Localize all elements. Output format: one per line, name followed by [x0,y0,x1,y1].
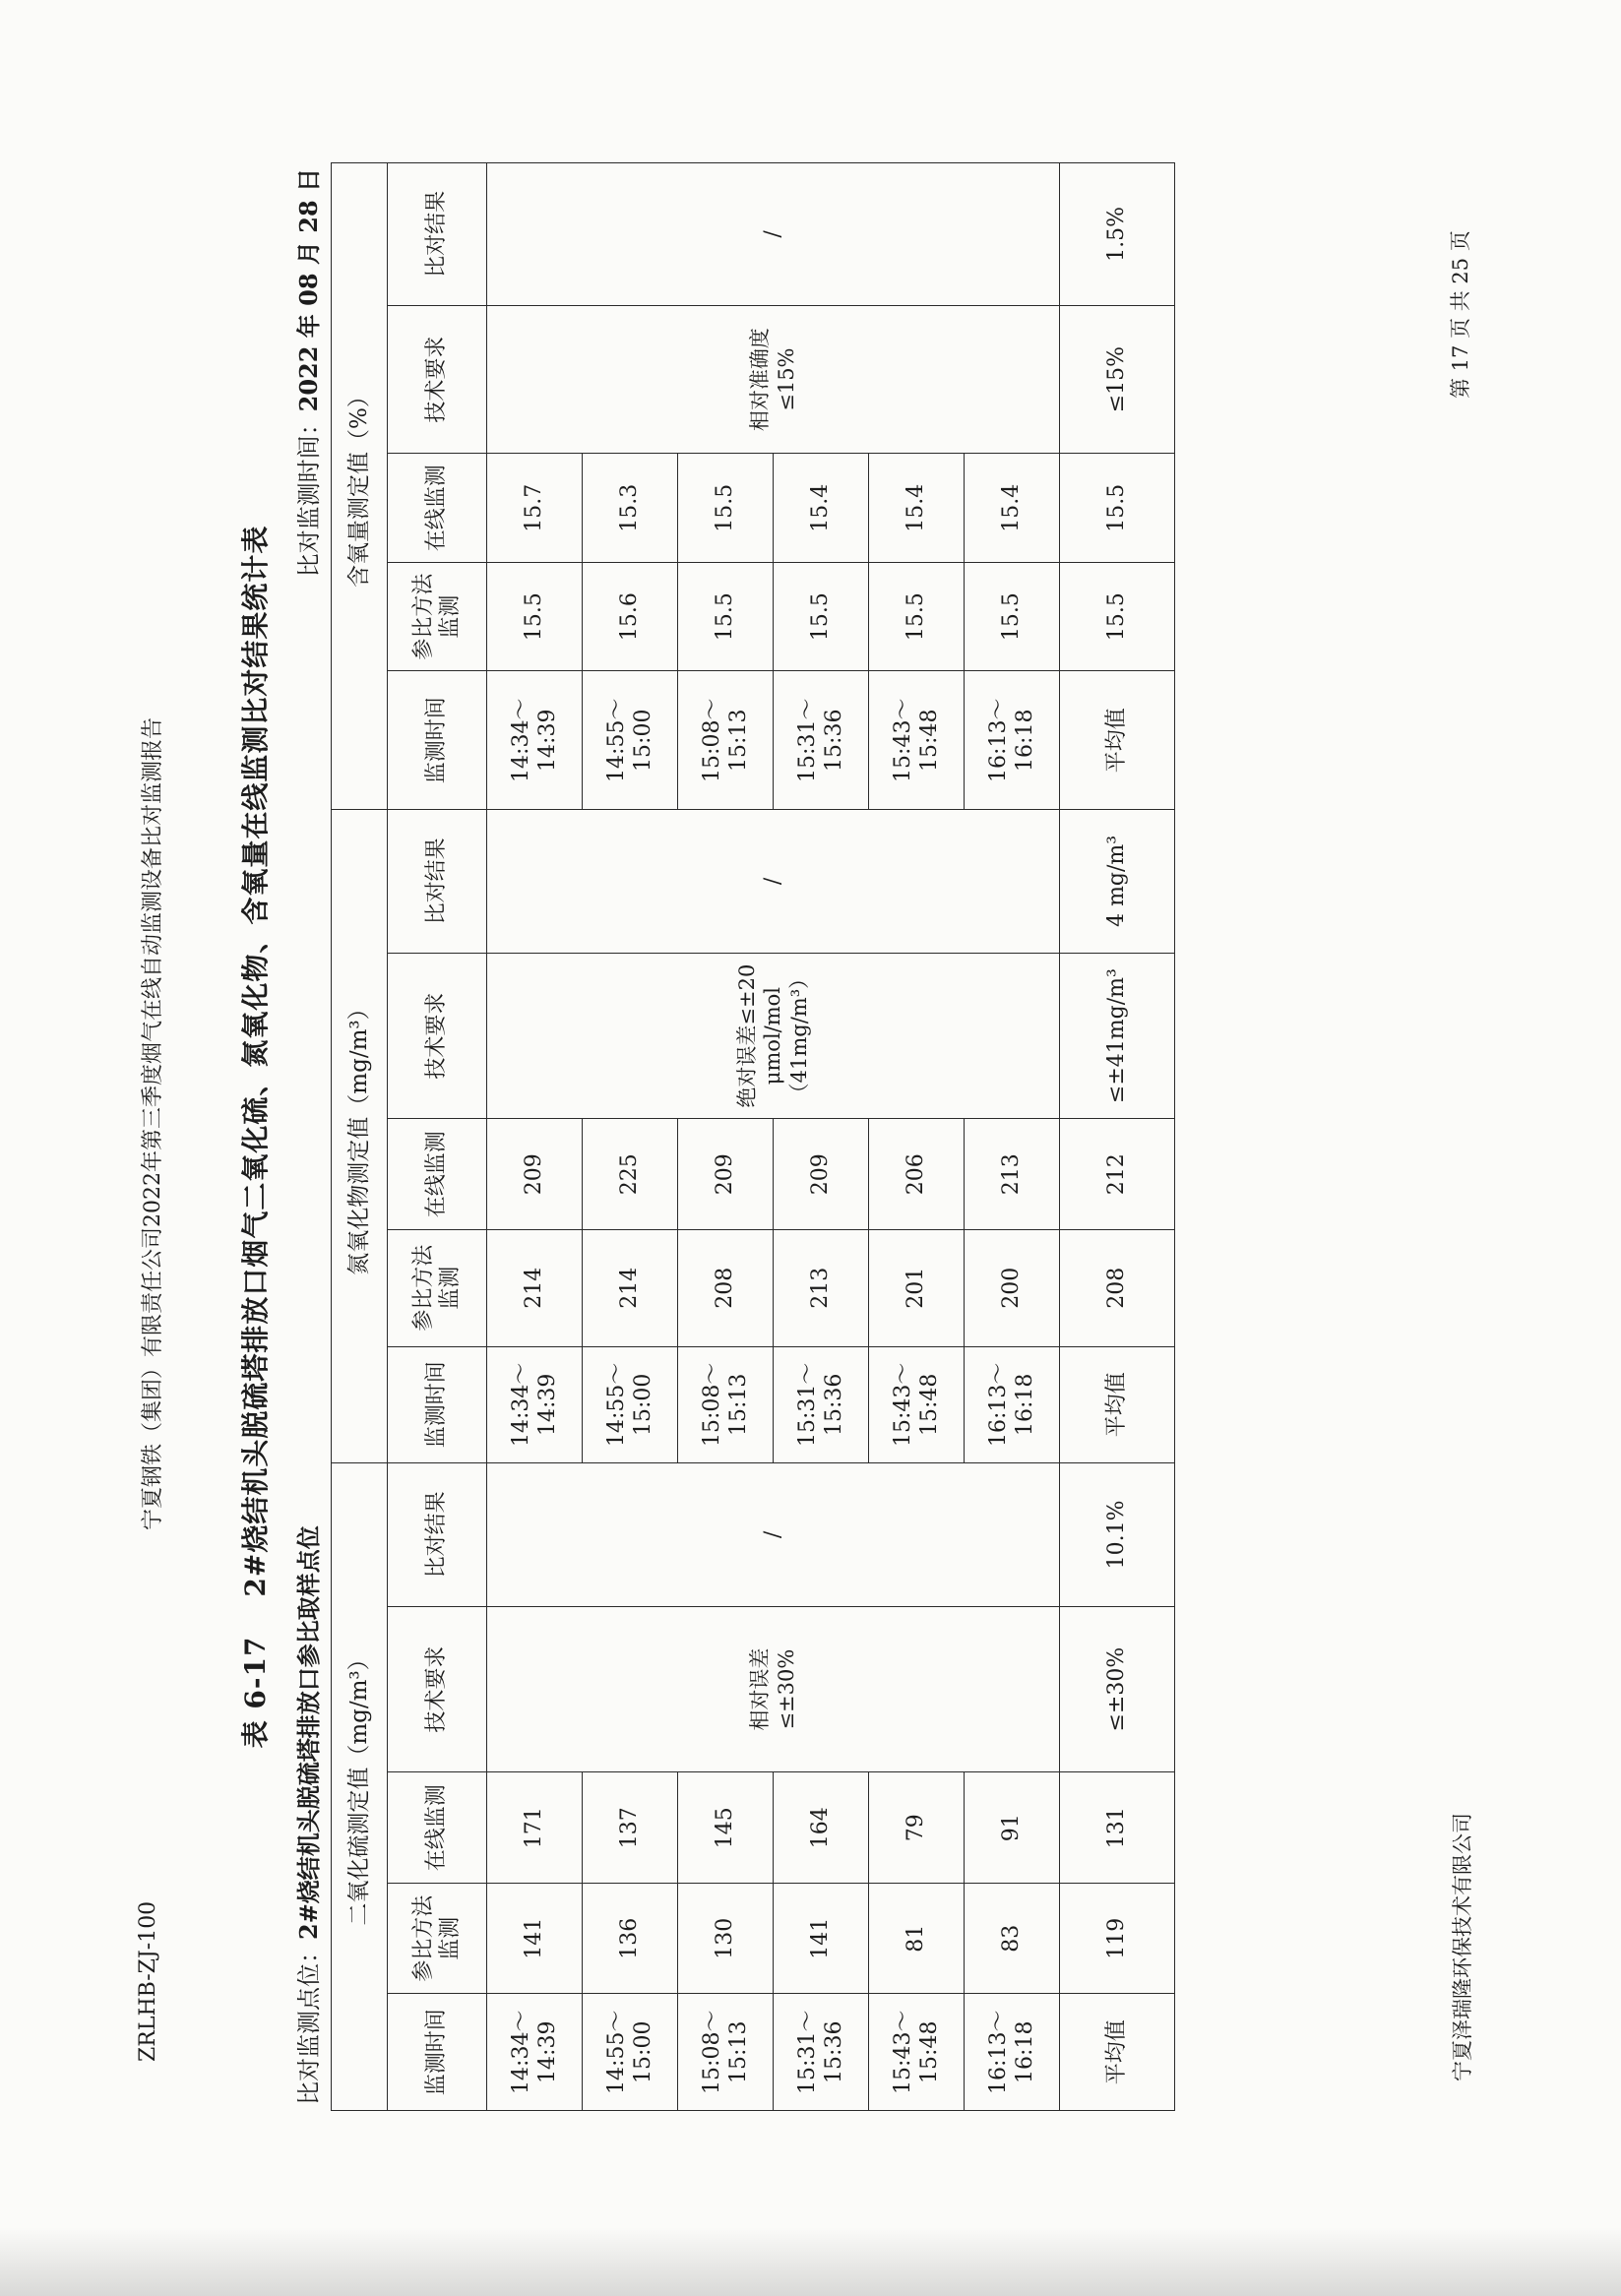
nox-avg-online: 212 [1060,1119,1175,1230]
so2-ref-cell: 83 [965,1883,1060,1994]
so2-online-cell: 171 [487,1772,583,1884]
so2-ref-cell: 130 [678,1883,774,1994]
group-header-row [332,163,388,2111]
so2-time-cell: 14:55～15:00 [583,1994,678,2111]
nox-ref-cell: 213 [774,1230,869,1347]
nox-time-cell: 15:43～15:48 [869,1346,965,1463]
table-title-text: 2#烧结机头脱硫塔排放口烟气二氧化硫、氮氧化物、含氧量在线监测比对结果统计表 [239,525,272,1597]
o2-avg-req: ≤15% [1060,305,1175,454]
nox-time-cell: 14:34～14:39 [487,1346,583,1463]
nox-online-cell: 213 [965,1119,1060,1230]
o2-ref-cell: 15.5 [965,562,1060,670]
nox-result-cell: / [487,810,1060,954]
o2-ref-cell: 15.5 [774,562,869,670]
nox-avg-label: 平均值 [1060,1346,1175,1463]
page-number: 第 17 页 共 25 页 [1449,230,1472,399]
page-header: 宁夏钢铁（集团）有限责任公司2022年第三季度烟气在线自动监测设备比对监测报告 [141,717,165,1530]
header-nox-time: 监测时间 [388,1346,487,1463]
o2-online-cell: 15.4 [774,454,869,562]
scan-edge-shadow [0,2227,1621,2296]
so2-time-cell: 15:43～15:48 [869,1994,965,2111]
so2-ref-cell: 81 [869,1883,965,1994]
header-o2-online: 在线监测 [388,454,487,562]
table-number: 表 6-17 [239,1636,272,1749]
o2-avg-label: 平均值 [1060,671,1175,810]
nox-online-cell: 209 [774,1119,869,1230]
nox-online-cell: 209 [487,1119,583,1230]
average-row [1060,163,1175,2111]
comparison-table [331,162,1175,2111]
monitoring-time-value: 2022 年 08 月 28 日 [293,168,323,412]
nox-avg-result: 4 mg/m³ [1060,810,1175,954]
so2-time-cell: 16:13～16:18 [965,1994,1060,2111]
so2-avg-req: ≤±30% [1060,1606,1175,1772]
header-nox-result: 比对结果 [388,810,487,954]
o2-ref-cell: 15.5 [678,562,774,670]
company-footer: 宁夏泽瑞隆环保技术有限公司 [1451,1813,1474,2081]
table-row [869,163,965,2111]
group-header-nox: 氮氧化物测定值（mg/m³） [332,810,388,1463]
monitoring-point [289,1525,324,2105]
monitoring-time [289,168,324,577]
rotated-table-block [226,162,1260,2111]
table-row [678,163,774,2111]
o2-time-cell: 15:43～15:48 [869,671,965,810]
header-nox-online: 在线监测 [388,1119,487,1230]
nox-ref-cell: 214 [583,1230,678,1347]
table-row [487,163,583,2111]
table-row [965,163,1060,2111]
so2-time-cell: 15:31～15:36 [774,1994,869,2111]
so2-avg-result: 10.1% [1060,1463,1175,1607]
monitoring-point-value: 2#烧结机头脱硫塔排放口参比取样点位 [293,1525,323,1940]
so2-time-cell: 14:34～14:39 [487,1994,583,2111]
document-code: ZRLHB-ZJ-100 [136,1900,160,2062]
so2-avg-online: 131 [1060,1772,1175,1884]
header-so2-result: 比对结果 [388,1463,487,1607]
nox-online-cell: 225 [583,1119,678,1230]
o2-ref-cell: 15.6 [583,562,678,670]
o2-avg-ref: 15.5 [1060,562,1175,670]
so2-online-cell: 91 [965,1772,1060,1884]
nox-ref-cell: 214 [487,1230,583,1347]
nox-requirement-cell: 绝对误差≤±20 μmol/mol（41mg/m³） [487,953,1060,1119]
o2-time-cell: 15:31～15:36 [774,671,869,810]
o2-avg-online: 15.5 [1060,454,1175,562]
table-title [226,162,281,2111]
monitoring-time-label: 比对监测时间： [294,411,323,578]
header-nox-req: 技术要求 [388,953,487,1119]
nox-ref-cell: 200 [965,1230,1060,1347]
so2-ref-cell: 141 [774,1883,869,1994]
o2-online-cell: 15.7 [487,454,583,562]
header-so2-online: 在线监测 [388,1772,487,1884]
header-o2-time: 监测时间 [388,671,487,810]
header-so2-ref: 参比方法监测 [388,1883,487,1994]
nox-ref-cell: 201 [869,1230,965,1347]
table-row [774,163,869,2111]
so2-ref-cell: 136 [583,1883,678,1994]
o2-online-cell: 15.4 [869,454,965,562]
so2-avg-ref: 119 [1060,1883,1175,1994]
table-row [583,163,678,2111]
o2-requirement-cell: 相对准确度≤15% [487,305,1060,454]
o2-online-cell: 15.3 [583,454,678,562]
nox-time-cell: 15:31～15:36 [774,1346,869,1463]
o2-time-cell: 15:08～15:13 [678,671,774,810]
nox-avg-req: ≤±41mg/m³ [1060,953,1175,1119]
header-so2-req: 技术要求 [388,1606,487,1772]
sub-header-row [388,163,487,2111]
o2-avg-result: 1.5% [1060,163,1175,306]
monitoring-point-label: 比对监测点位： [294,1940,323,2105]
monitoring-info [281,162,331,2111]
o2-ref-cell: 15.5 [487,562,583,670]
header-so2-time: 监测时间 [388,1994,487,2111]
o2-online-cell: 15.4 [965,454,1060,562]
nox-avg-ref: 208 [1060,1230,1175,1347]
nox-time-cell: 14:55～15:00 [583,1346,678,1463]
nox-time-cell: 16:13～16:18 [965,1346,1060,1463]
header-nox-ref: 参比方法监测 [388,1230,487,1347]
so2-avg-label: 平均值 [1060,1994,1175,2111]
so2-requirement-cell: 相对误差≤±30% [487,1606,1060,1772]
o2-time-cell: 16:13～16:18 [965,671,1060,810]
nox-time-cell: 15:08～15:13 [678,1346,774,1463]
nox-ref-cell: 208 [678,1230,774,1347]
so2-result-cell: / [487,1463,1060,1607]
group-header-so2: 二氧化硫测定值（mg/m³） [332,1463,388,2111]
so2-online-cell: 79 [869,1772,965,1884]
o2-ref-cell: 15.5 [869,562,965,670]
so2-time-cell: 15:08～15:13 [678,1994,774,2111]
so2-online-cell: 164 [774,1772,869,1884]
header-o2-req: 技术要求 [388,305,487,454]
group-header-o2: 含氧量测定值（%） [332,163,388,810]
o2-online-cell: 15.5 [678,454,774,562]
o2-time-cell: 14:34～14:39 [487,671,583,810]
so2-online-cell: 137 [583,1772,678,1884]
nox-online-cell: 206 [869,1119,965,1230]
header-o2-result: 比对结果 [388,163,487,306]
o2-time-cell: 14:55～15:00 [583,671,678,810]
nox-online-cell: 209 [678,1119,774,1230]
o2-result-cell: / [487,163,1060,306]
so2-ref-cell: 141 [487,1883,583,1994]
so2-online-cell: 145 [678,1772,774,1884]
header-o2-ref: 参比方法监测 [388,562,487,670]
